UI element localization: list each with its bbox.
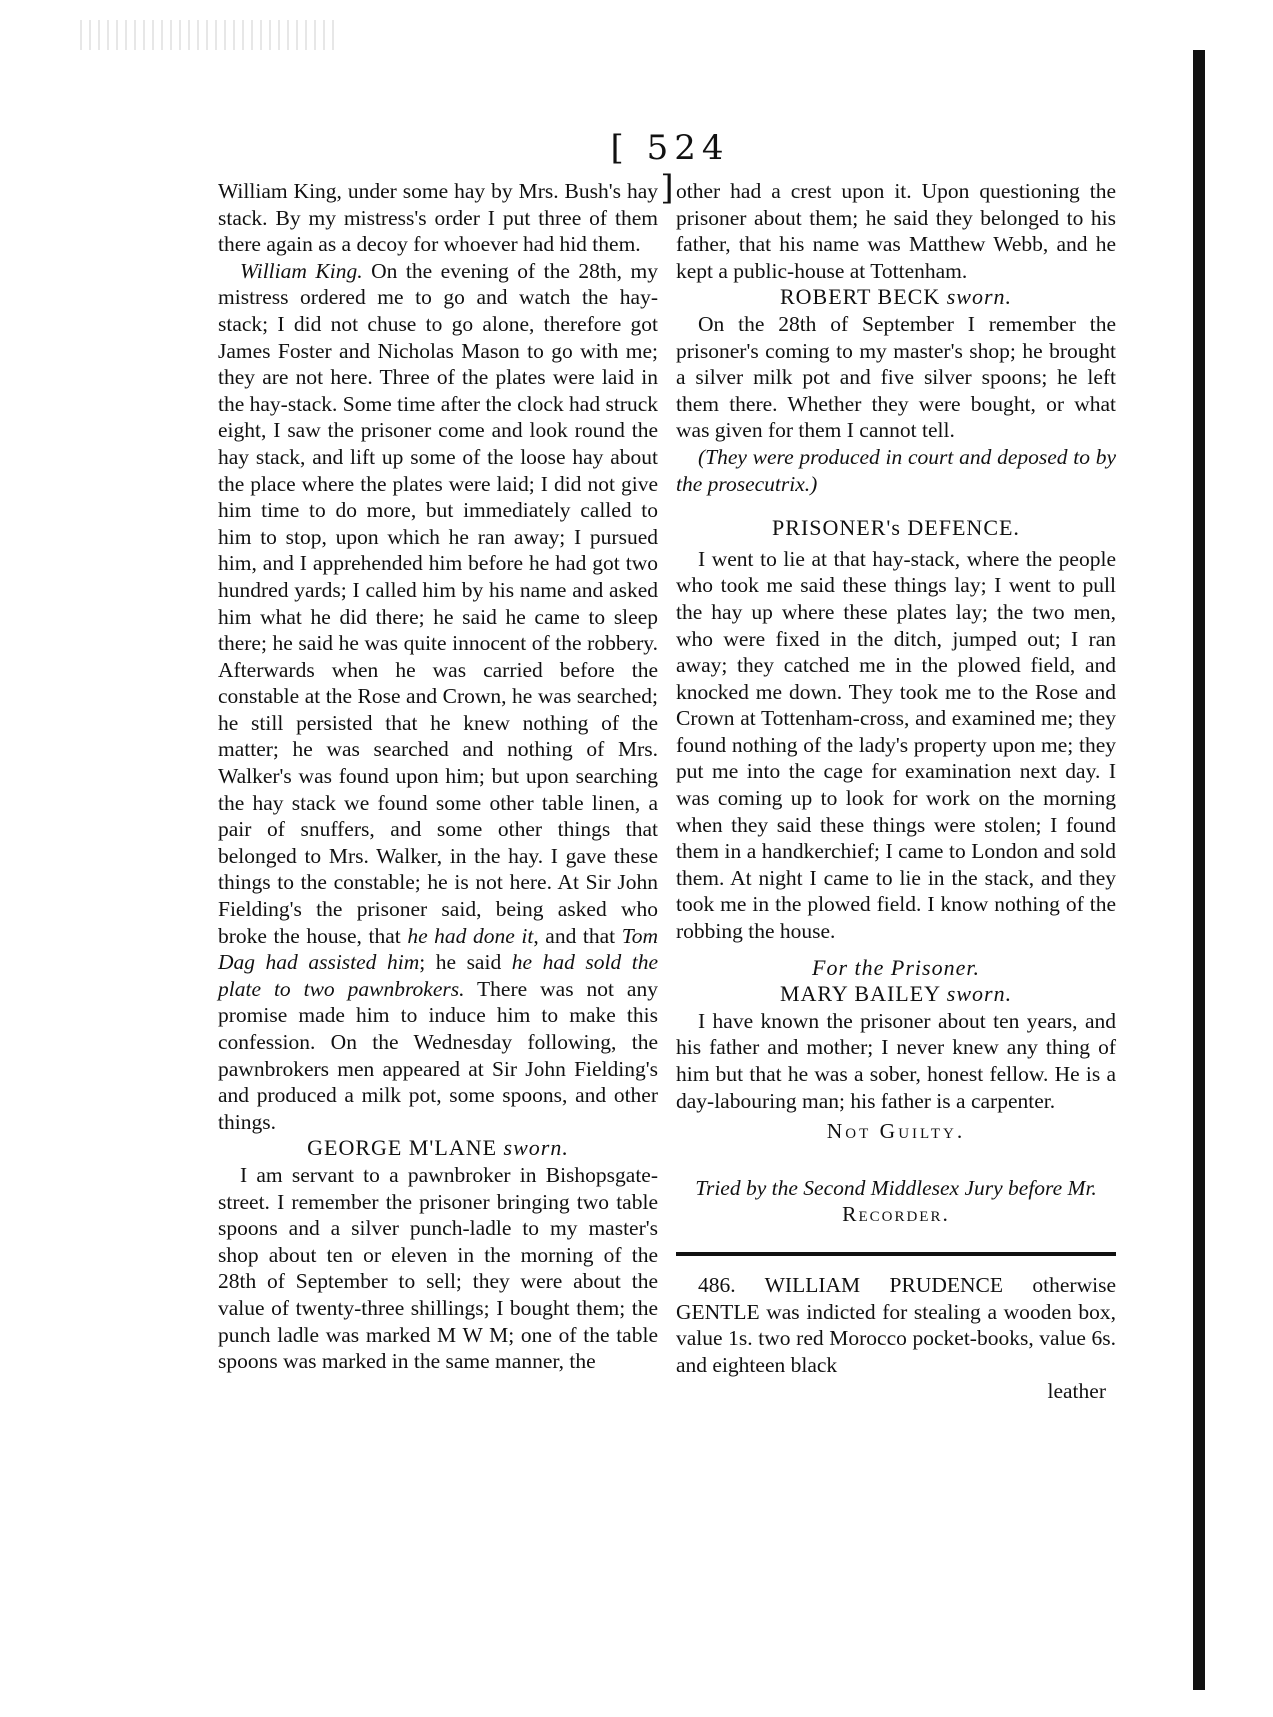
quoted-text: he had sold the plate to two pawnbrokers. <box>218 950 659 1001</box>
witness-heading <box>218 1135 658 1162</box>
prisoner-defence: I went to lie at that hay-stack, where the people who took me said these things lay; I went to pull the hay up where these plates lay; the two men, who were fixed in the ditch, jumped out; I ran away; they catched me in the plowed field, and knocked me down. They took me to the Rose and Crown at Tottenham-cross, and examined me; they found nothing of the lady's property upon me; they put me into the cage for examination next day. I was coming up to look for work on the morning when they said these things were stolen; I found them in a handkerchief; I came to London and sold them. At night I came to lie in the stack, and they took me in the plowed field. I know nothing of the robbing the house. <box>676 546 1116 944</box>
speaker-name: William King. <box>240 258 363 283</box>
sworn-label: sworn. <box>503 1135 569 1161</box>
testimony-mary-bailey: I have known the prisoner about ten years, and his father and mother; I never knew any thing of him but that he was a sober, honest fellow. He is a day-labouring man; his father is a carpenter. <box>676 1008 1116 1113</box>
recorder-label: Recorder. <box>842 1202 950 1227</box>
verdict: Not Guilty. <box>826 1119 966 1144</box>
witness-name: GEORGE M'LANE <box>307 1135 498 1161</box>
quoted-text: he had done it <box>407 923 534 948</box>
witness-name: MARY BAILEY <box>779 981 941 1007</box>
defence-heading: PRISONER's DEFENCE. <box>772 515 1020 541</box>
testimony-george-mlane: I am servant to a pawnbroker in Bishopsgate-street. I remember the prisoner bringing two table spoons and a silver punch-ladle to my master's shop about ten or eleven in the morning of the 28th of September to sell; they were about the value of twenty-three shillings; I bought them; the punch ladle was marked M W M; one of the table spoons was marked in the same manner, the <box>218 1162 658 1374</box>
testimony-text: On the evening of the 28th, my mistress ordered me to go and watch the hay-stack; I did not chuse to go alone, therefore got James Foster and Nicholas Mason to go with me; they are not here. Three of the plates were laid in the hay-stack. Some time after the clock had struck eight, I saw the prisoner come and look round the hay stack, and lift up some of the loose hay about the place where the plates were laid; I did not give him time to do more, but immediately called to him to stop, upon which he ran away; I pursued him, and I apprehended him before he had got two hundred yards; I called him by his name and asked him what he did there; he said he came to sleep there; he said he was quite innocent of the robbery. Afterwards when he was carried before the constable at the Rose and Crown, he was searched; he still persisted that he knew nothing of the matter; he was searched and nothing of Mrs. Walker's was found upon him; but upon searching the hay stack we found some other table linen, a pair of snuffers, and some other things that belonged to Mrs. Walker, in the hay. I gave these things to the constable; he is not here. At Sir John Fielding's the prisoner said, being asked who broke the house, that <box>218 258 658 948</box>
testimony-william-king <box>218 258 658 1136</box>
scan-page-edge <box>1193 50 1205 1690</box>
testimony-robert-beck: On the 28th of September I remember the prisoner's coming to my master's shop; he brought a silver milk pot and five silver spoons; he left them there. Whether they were bought, or what was given for them I cannot tell. <box>676 311 1116 443</box>
court-note: (They were produced in court and deposed to by the prosecutrix.) <box>676 444 1116 496</box>
catchword: leather <box>1047 1379 1106 1404</box>
case-486-indictment: 486. WILLIAM PRUDENCE otherwise GENTLE was indicted for stealing a wooden box, value 1s. two red Morocco pocket-books, value 6s. and eighteen black <box>676 1272 1116 1377</box>
witness-name: ROBERT BECK <box>779 284 941 310</box>
left-column <box>218 178 658 1375</box>
testimony-text: There was not any promise made him to induce him to make this confession. On the Wednesday following, the pawnbrokers men appeared at Sir John Fielding's and produced a milk pot, some spoons, and other things. <box>218 976 658 1134</box>
section-divider <box>676 1252 1116 1256</box>
testimony-text: , and that <box>533 923 622 948</box>
sworn-label: sworn. <box>946 284 1013 310</box>
witness-heading <box>676 284 1116 311</box>
jury-note: Tried by the Second Middlesex Jury before Mr. <box>695 1175 1097 1200</box>
witness-heading <box>676 981 1116 1008</box>
paragraph: William King, under some hay by Mrs. Bush's hay stack. By my mistress's order I put three of them there again as a decoy for whoever had hid them. <box>218 179 658 257</box>
sworn-label: sworn. <box>946 981 1013 1007</box>
quoted-text: Tom Dag had assisted him <box>218 923 658 975</box>
page-number: [ 524 ] <box>610 128 730 208</box>
right-column <box>676 178 1116 1405</box>
paragraph: other had a crest upon it. Upon questioning the prisoner about them; he said they belonged to his father, that his name was Matthew Webb, and he kept a public-house at Tottenham. <box>676 179 1116 283</box>
for-prisoner-label: For the Prisoner. <box>812 954 980 980</box>
testimony-text: ; he said <box>419 950 512 975</box>
scan-noise <box>80 20 340 50</box>
